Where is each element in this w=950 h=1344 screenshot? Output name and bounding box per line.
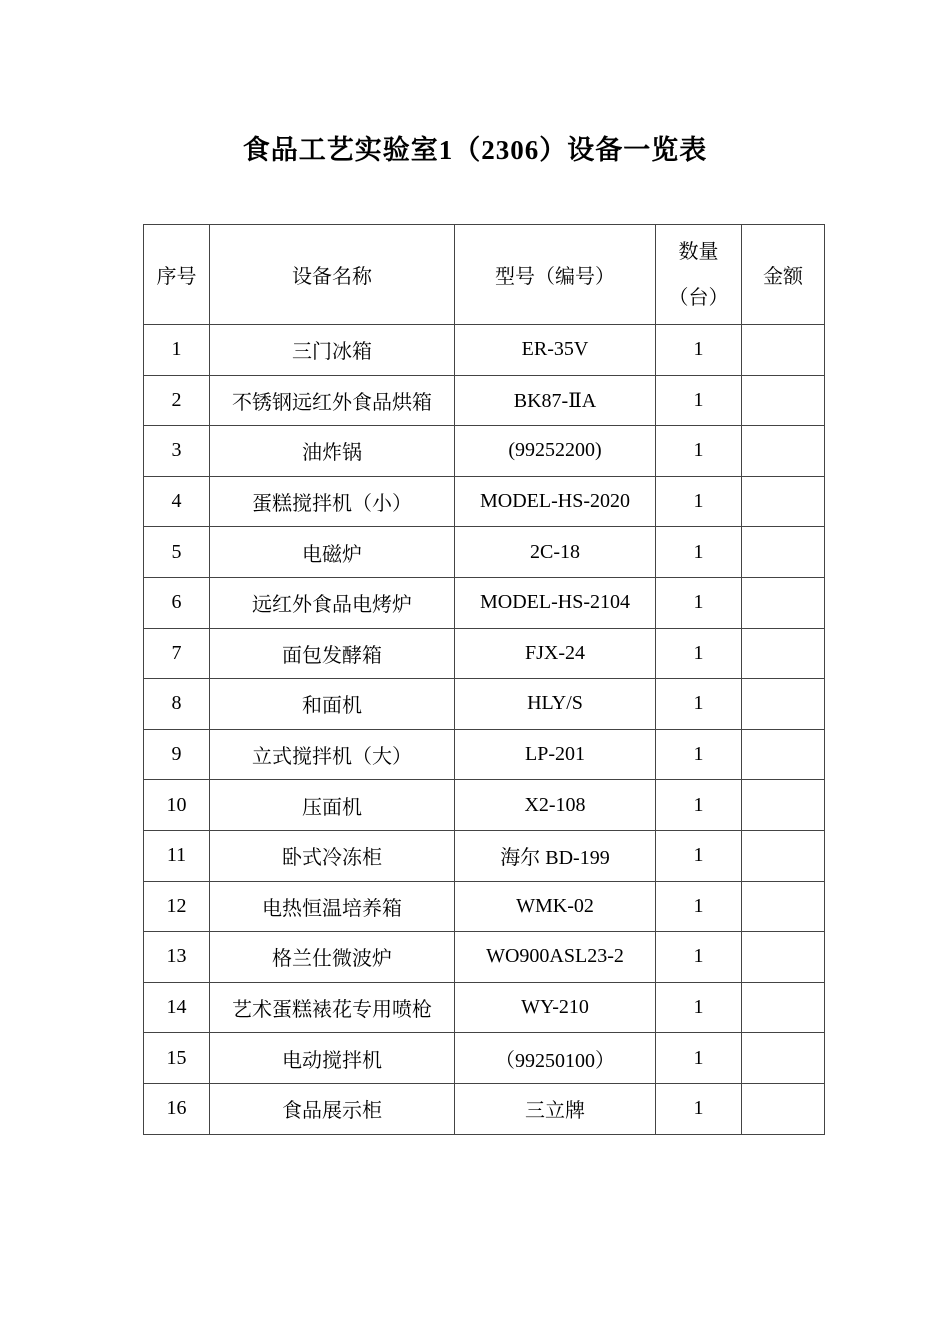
- cell-index: 4: [144, 476, 210, 527]
- table-row: [144, 780, 825, 831]
- cell-quantity: 1: [656, 628, 742, 679]
- cell-model: ER-35V: [455, 325, 656, 376]
- cell-model: （99250100）: [455, 1033, 656, 1084]
- cell-amount: [742, 780, 825, 831]
- table-row: [144, 982, 825, 1033]
- cell-model: BK87-ⅡA: [455, 375, 656, 426]
- table-row: [144, 325, 825, 376]
- cell-quantity: 1: [656, 375, 742, 426]
- cell-amount: [742, 932, 825, 983]
- table-row: [144, 426, 825, 477]
- table-row: [144, 679, 825, 730]
- cell-name: 食品展示柜: [210, 1083, 455, 1134]
- cell-index: 3: [144, 426, 210, 477]
- cell-amount: [742, 729, 825, 780]
- cell-amount: [742, 1083, 825, 1134]
- cell-index: 6: [144, 577, 210, 628]
- cell-index: 14: [144, 982, 210, 1033]
- cell-index: 15: [144, 1033, 210, 1084]
- page-title: 食品工艺实验室1（2306）设备一览表: [242, 135, 708, 165]
- cell-amount: [742, 628, 825, 679]
- cell-model: (99252200): [455, 426, 656, 477]
- cell-name: 卧式冷冻柜: [210, 830, 455, 881]
- header-name: 设备名称: [210, 225, 455, 325]
- cell-name: 不锈钢远红外食品烘箱: [210, 375, 455, 426]
- cell-name: 立式搅拌机（大）: [210, 729, 455, 780]
- cell-quantity: 1: [656, 325, 742, 376]
- header-index: 序号: [144, 225, 210, 325]
- header-amount: 金额: [742, 225, 825, 325]
- header-quantity: [656, 225, 742, 325]
- cell-quantity: 1: [656, 577, 742, 628]
- table-header-row: [144, 225, 825, 325]
- cell-name: 三门冰箱: [210, 325, 455, 376]
- cell-quantity: 1: [656, 1033, 742, 1084]
- header-quantity-unit: （台）: [668, 286, 729, 309]
- cell-model: 2C-18: [455, 527, 656, 578]
- cell-amount: [742, 577, 825, 628]
- cell-model: LP-201: [455, 729, 656, 780]
- cell-name: 面包发酵箱: [210, 628, 455, 679]
- cell-quantity: 1: [656, 881, 742, 932]
- cell-quantity: 1: [656, 932, 742, 983]
- cell-quantity: 1: [656, 426, 742, 477]
- cell-amount: [742, 1033, 825, 1084]
- cell-name: 艺术蛋糕裱花专用喷枪: [210, 982, 455, 1033]
- cell-index: 5: [144, 527, 210, 578]
- cell-name: 电动搅拌机: [210, 1033, 455, 1084]
- cell-name: 格兰仕微波炉: [210, 932, 455, 983]
- table-row: [144, 729, 825, 780]
- table-row: [144, 476, 825, 527]
- cell-model: 三立牌: [455, 1083, 656, 1134]
- cell-quantity: 1: [656, 830, 742, 881]
- cell-quantity: 1: [656, 476, 742, 527]
- cell-model: MODEL-HS-2104: [455, 577, 656, 628]
- cell-index: 2: [144, 375, 210, 426]
- cell-index: 16: [144, 1083, 210, 1134]
- cell-model: FJX-24: [455, 628, 656, 679]
- table-row: [144, 830, 825, 881]
- cell-name: 电磁炉: [210, 527, 455, 578]
- cell-quantity: 1: [656, 1083, 742, 1134]
- cell-index: 13: [144, 932, 210, 983]
- cell-amount: [742, 982, 825, 1033]
- cell-amount: [742, 679, 825, 730]
- table-row: [144, 1083, 825, 1134]
- cell-name: 蛋糕搅拌机（小）: [210, 476, 455, 527]
- cell-model: WY-210: [455, 982, 656, 1033]
- cell-quantity: 1: [656, 527, 742, 578]
- table-row: [144, 932, 825, 983]
- cell-name: 电热恒温培养箱: [210, 881, 455, 932]
- table-row: [144, 577, 825, 628]
- cell-quantity: 1: [656, 982, 742, 1033]
- table-row: [144, 881, 825, 932]
- cell-quantity: 1: [656, 780, 742, 831]
- cell-amount: [742, 375, 825, 426]
- cell-quantity: 1: [656, 679, 742, 730]
- cell-index: 12: [144, 881, 210, 932]
- cell-amount: [742, 830, 825, 881]
- cell-amount: [742, 426, 825, 477]
- cell-quantity: 1: [656, 729, 742, 780]
- table-row: [144, 1033, 825, 1084]
- cell-model: MODEL-HS-2020: [455, 476, 656, 527]
- cell-model: WO900ASL23-2: [455, 932, 656, 983]
- table-row: [144, 628, 825, 679]
- table-body: [144, 225, 825, 1135]
- header-quantity-label: 数量: [678, 240, 719, 263]
- cell-model: X2-108: [455, 780, 656, 831]
- cell-model: HLY/S: [455, 679, 656, 730]
- table-row: [144, 375, 825, 426]
- header-model: 型号（编号）: [455, 225, 656, 325]
- cell-index: 11: [144, 830, 210, 881]
- cell-model: WMK-02: [455, 881, 656, 932]
- equipment-table: [143, 224, 825, 1135]
- table-row: [144, 527, 825, 578]
- cell-name: 远红外食品电烤炉: [210, 577, 455, 628]
- cell-index: 9: [144, 729, 210, 780]
- cell-amount: [742, 325, 825, 376]
- cell-amount: [742, 527, 825, 578]
- cell-index: 7: [144, 628, 210, 679]
- cell-index: 8: [144, 679, 210, 730]
- cell-name: 油炸锅: [210, 426, 455, 477]
- cell-index: 1: [144, 325, 210, 376]
- cell-model: 海尔 BD-199: [455, 830, 656, 881]
- cell-index: 10: [144, 780, 210, 831]
- cell-amount: [742, 476, 825, 527]
- cell-amount: [742, 881, 825, 932]
- cell-name: 和面机: [210, 679, 455, 730]
- cell-name: 压面机: [210, 780, 455, 831]
